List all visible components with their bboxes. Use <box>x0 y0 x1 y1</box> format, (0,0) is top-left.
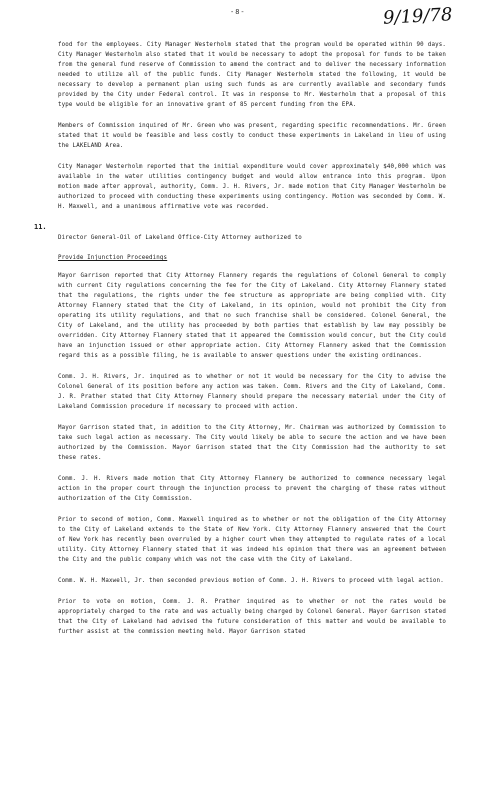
paragraph: Members of Commission inquired of Mr. Green who was present, regarding specific recommendations. Mr. Green stated that it would be feasible and less costly to conduct these experiments in Lakeland in lieu of using the LAKELAND Area. <box>58 123 446 149</box>
agenda-item-heading <box>34 223 446 263</box>
paragraph: Mayor Garrison reported that City Attorney Flannery regards the regulations of Colonel General to comply with current City regulations concerning the fee for the City of Lakeland. City Attorney Flannery stated that the regulations, the rights under the fee structure as appropriate are being complied with. City Attorney Flannery stated that the City of Lakeland, in its opinion, would not prohibit the City from operating its utility regulations, and that no such franchise shall be considered. Colonel General, the City of Lakeland, and the utility has proceeded by both parties that establish by law may possibly be overridden. City Attorney Flannery stated that it appeared the Commission would concur, but the City could have an injunction issued or other appropriate action. City Attorney Flannery asked that the Commission regard this as a possible filing, he is available to answer questions under the existing ordinances. <box>58 273 446 359</box>
paragraph: Mayor Garrison stated that, in addition to the City Attorney, Mr. Chairman was authorized by Commission to take such legal action as necessary. The City would likely be able to secure the action and we have been authorized by the Commission. Mayor Garrison stated that the City Commission had the authority to set these rates. <box>58 425 446 461</box>
document-body <box>34 40 446 648</box>
paragraph: City Manager Westerholm reported that the initial expenditure would cover approximately $40,000 which was available in the water utilities contingency budget and would allow entrance into this program. Upon motion made after approval, authority, Comm. J. H. Rivers, Jr. made motion that City Manager Westerholm be authorized to proceed with conducting these experiments using contingency. Motion was seconded by Comm. W. H. Maxwell, and a unanimous affirmative vote was recorded. <box>58 164 446 210</box>
paragraph: Prior to second of motion, Comm. Maxwell inquired as to whether or not the obligation of the City Attorney to the City of Lakeland extends to the State of New York. City Attorney Flannery answered that the Court of New York has recently been overruled by a higher court when they attempted to regulate rates of a local utility. City Attorney Flannery stated that it was indeed his opinion that there was an agreement between the City and the public company which was not the case with the City of Lakeland. <box>58 517 446 563</box>
agenda-item-title-line2: Provide Injunction Proceedings <box>58 255 168 261</box>
paragraph: food for the employees. City Manager Westerholm stated that the program would be operated within 90 days. City Manager Westerholm also stated that it would be necessary to adopt the proposal for funds to be taken from the general fund reserve of Commission to amend the contract and to deliver the necessary information needed to utilize all of the public funds. City Manager Westerholm stated the following, it would be necessary to develop a permanent plan using such funds as are currently available and secondary funds provided by the City under Federal control. It was in response to Mr. Westerholm that a proposal of this type would be eligible for an innovative grant of 85 percent funding from the EPA. <box>58 42 446 108</box>
agenda-item-number: 11. <box>34 223 47 231</box>
page-number: -8- <box>230 8 246 16</box>
paragraph: Comm. J. H. Rivers made motion that City Attorney Flannery be authorized to commence necessary legal action in the proper court through the injunction process to prevent the charging of these rates without authorization of the City Commission. <box>58 476 446 502</box>
paragraph: Comm. J. H. Rivers, Jr. inquired as to whether or not it would be necessary for the City to advise the Colonel General of its position before any action was taken. Comm. Rivers and the City of Lakeland, Comm. J. R. Prather stated that City Attorney Flannery should prepare the necessary material under the City of Lakeland Commission procedure if necessary to proceed with action. <box>58 374 446 410</box>
agenda-item-title <box>58 223 446 263</box>
handwritten-date: 9/19/78 <box>382 4 453 29</box>
agenda-item-title-line1: Director General-Oil of Lakeland Office-City Attorney authorized to <box>58 235 302 241</box>
paragraph: Comm. W. H. Maxwell, Jr. then seconded previous motion of Comm. J. H. Rivers to proceed with legal action. <box>58 578 444 584</box>
paragraph: Prior to vote on motion, Comm. J. R. Prather inquired as to whether or not the rates would be appropriately charged to the rate and was actually being charged by Colonel General. Mayor Garrison stated that the City of Lakeland had advised the future consideration of this matter and would be available to further assist at the commission meeting held. Mayor Garrison stated <box>58 599 446 635</box>
